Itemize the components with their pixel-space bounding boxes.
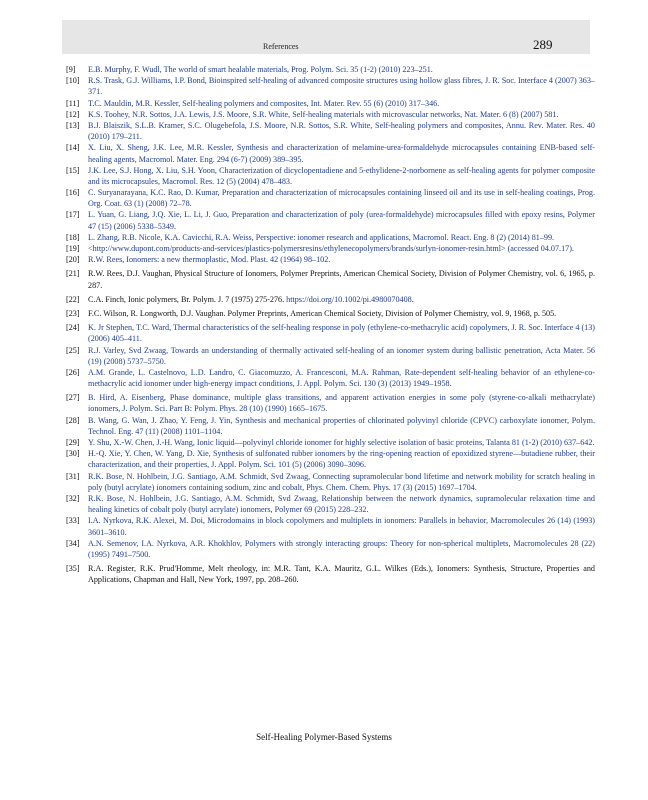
running-title: References [263, 42, 299, 51]
reference-text[interactable] [88, 367, 595, 389]
reference-item [66, 243, 595, 254]
reference-text[interactable] [88, 165, 595, 187]
reference-citation: B. Wang, G. Wan, J. Zhao, Y. Feng, J. Yin, Synthesis and mechanical properties of chlorinated polyvinyl chloride (CPVC) carboxylate ionomer, Polym. Technol. Eng. 47 (11) (2008) 1101–1104. [88, 415, 595, 436]
reference-text[interactable] [88, 437, 595, 448]
reference-text[interactable] [88, 209, 595, 231]
reference-citation: F.C. Wilson, R. Longworth, D.J. Vaughan. Polymer Preprints, American Chemical Society, Division of Polymer Chemistry, vol. 9, 1968, p. 505. [88, 308, 557, 318]
reference-text[interactable] [88, 232, 595, 243]
reference-item [66, 64, 595, 75]
reference-number: [35] [66, 564, 80, 574]
reference-item [66, 308, 595, 319]
reference-text[interactable] [88, 187, 595, 209]
reference-citation: C.A. Finch, Ionic polymers, Br. Polym. J. 7 (1975) 275-276. [88, 294, 287, 304]
reference-text[interactable] [88, 109, 595, 120]
reference-number: [33] [66, 516, 80, 526]
reference-number: [32] [66, 493, 80, 503]
reference-citation: X. Liu, X. Sheng, J.K. Lee, M.R. Kessler, Synthesis and characterization of melamine-urea-formaldehyde microcapsules containing ENB-based self-healing agents, Macromol. Mater. Eng. 294 (6-7) (2009) 389–395. [88, 143, 595, 164]
reference-number: [19] [66, 244, 80, 253]
reference-number: [20] [66, 255, 80, 265]
reference-citation: B. Hird, A. Eisenberg, Phase dominance, multiple glass transitions, and apparent activation energies in some poly (styrene-co-alkali methacrylate) ionomers, J. Polym. Sci. Part B: Polym. Phys. 28 (10) (1990) 1665–1675. [88, 393, 595, 414]
reference-item [66, 109, 595, 120]
reference-item [66, 415, 595, 437]
reference-text [88, 268, 595, 290]
running-header-bar [62, 20, 590, 54]
reference-number: [22] [66, 294, 80, 304]
reference-item [66, 254, 595, 265]
reference-item [66, 232, 595, 243]
reference-item [66, 538, 595, 560]
reference-number: [31] [66, 471, 80, 481]
reference-number: [11] [66, 98, 80, 108]
reference-item [66, 493, 595, 515]
reference-item [66, 515, 595, 537]
reference-text[interactable] [88, 448, 595, 470]
reference-text[interactable] [88, 142, 595, 164]
reference-item [66, 392, 595, 414]
reference-item [66, 437, 595, 448]
reference-number: [21] [66, 269, 80, 279]
reference-text[interactable] [88, 75, 595, 97]
reference-item [66, 322, 595, 344]
page-number: 289 [533, 37, 553, 52]
reference-number: [30] [66, 449, 80, 459]
reference-item [66, 471, 595, 493]
reference-citation: R.A. Register, R.K. Prud'Homme, Melt rheology, in: M.R. Tant, K.A. Mauritz, G.L. Wilkes (Eds.), Ionomers: Synthesis, Structure, Properties and Applications, Chapman and Hall, New York, 1997, pp. 208–260. [88, 564, 595, 585]
reference-text[interactable] [88, 345, 595, 367]
reference-text[interactable] [88, 322, 595, 344]
reference-item [66, 142, 595, 164]
reference-text [88, 308, 595, 319]
reference-number: [12] [66, 109, 80, 119]
reference-item [66, 75, 595, 97]
reference-citation: R.W. Rees, D.J. Vaughan, Physical Structure of Ionomers, Polymer Preprints, American Chemical Society, Division of Polymer Chemistry, vol. 6, 1965, p. 287. [88, 269, 595, 290]
reference-number: [14] [66, 143, 80, 153]
reference-citation: L. Zhang, R.B. Nicole, K.A. Cavicchi, R.A. Weiss, Perspective: ionomer research and applications, Macromol. React. Eng. 8 (2) (2014) 81–99. [88, 232, 555, 242]
reference-item [66, 294, 595, 305]
reference-number: [27] [66, 393, 80, 403]
reference-number: [25] [66, 345, 80, 355]
reference-text[interactable] [88, 392, 595, 414]
reference-citation: A.N. Semenov, I.A. Nyrkova, A.R. Khokhlov, Polymers with strongly interacting groups: Theory for non-spherical multiplets, Macromolecules 28 (22) (1995) 7491–7500. [88, 538, 595, 559]
reference-text[interactable] [88, 254, 595, 265]
reference-item [66, 165, 595, 187]
reference-number: [18] [66, 232, 80, 242]
reference-item [66, 98, 595, 109]
reference-number: [10] [66, 76, 80, 86]
reference-citation: E.B. Murphy, F. Wudl, The world of smart healable materials, Prog. Polym. Sci. 35 (1-2) (2010) 223–251. [88, 65, 433, 74]
reference-item [66, 448, 595, 470]
reference-text[interactable] [88, 120, 595, 142]
reference-number: [26] [66, 367, 80, 377]
reference-number: [34] [66, 538, 80, 548]
reference-number: [15] [66, 165, 80, 175]
reference-citation: J.K. Lee, S.J. Hong, X. Liu, S.H. Yoon, Characterization of dicyclopentadiene and 5-ethylidene-2-norbornene as self-healing agents for polymer composite and its microcapsules, Macromol. Res. 12 (5) (2004) 478–483. [88, 165, 595, 186]
reference-citation: C. Suryanarayana, K.C. Rao, D. Kumar, Preparation and characterization of microcapsules containing linseed oil and its use in self-healing coatings, Prog. Org. Coat. 63 (1) (2008) 72–78. [88, 188, 595, 209]
reference-citation: R.W. Rees, Ionomers: a new thermoplastic, Mod. Plast. 42 (1964) 98–102. [88, 255, 331, 265]
reference-text[interactable] [88, 538, 595, 560]
reference-trailing-period: . [411, 294, 414, 304]
reference-number: [9] [66, 65, 76, 74]
reference-citation: T.C. Mauldin, M.R. Kessler, Self-healing polymers and composites, Int. Mater. Rev. 55 (6) (2010) 317–346. [88, 98, 440, 108]
reference-citation: R.K. Bose, N. Hohlbein, J.G. Santiago, A.M. Schmidt, Svd Zwaag, Relationship between the network dynamics, supramolecular relaxation time and healing kinetics of cobalt poly (butyl acrylate) ionomers, Polymer 69 (2015) 228–232. [88, 493, 595, 515]
reference-item [66, 367, 595, 389]
reference-citation: L. Yuan, G. Liang, J.Q. Xie, L. Li, J. Guo, Preparation and characterization of poly (urea-formaldehyde) microcapsules filled with epoxy resins, Polymer 47 (15) (2006) 5338–5349. [88, 210, 595, 231]
reference-item [66, 268, 595, 290]
reference-item [66, 345, 595, 367]
reference-list [66, 64, 595, 585]
reference-number: [24] [66, 323, 80, 333]
reference-citation: A.M. Grande, L. Castelnovo, L.D. Landro, C. Giacomuzzo, A. Francesconi, M.A. Rahman, Rate-dependent self-healing behavior of an ethylene-co-methacrylic acid ionomer under high-energy impact conditions, J. Appl. Polym. Sci. 130 (3) (2013) 1949–1958. [88, 367, 595, 389]
reference-text [88, 563, 595, 585]
reference-text[interactable] [88, 98, 595, 109]
reference-text [88, 294, 595, 305]
reference-number: [28] [66, 415, 80, 425]
reference-text[interactable] [88, 64, 595, 75]
reference-text[interactable] [88, 415, 595, 437]
reference-citation: R.S. Trask, G.J. Williams, I.P. Bond, Bioinspired self-healing of advanced composite structures using hollow glass fibres, J. R. Soc. Interface 4 (2007) 363–371. [88, 76, 595, 97]
book-title-footer: Self-Healing Polymer-Based Systems [256, 732, 392, 742]
reference-number: [16] [66, 188, 80, 198]
reference-number: [13] [66, 120, 80, 130]
reference-text[interactable] [88, 243, 595, 254]
reference-citation: I.A. Nyrkova, R.K. Alexei, M. Doi, Microdomains in block copolymers and multiplets in ionomers: Parallels in behavior, Macromolecules 26 (14) (1993) 3601–3610. [88, 516, 595, 537]
reference-text[interactable] [88, 515, 595, 537]
reference-number: [17] [66, 210, 80, 220]
reference-citation: K.S. Toohey, N.R. Sottos, J.A. Lewis, J.S. Moore, S.R. White, Self-healing materials with microvascular networks, Nat. Mater. 6 (8) (2007) 581. [88, 109, 559, 119]
reference-citation: R.J. Varley, Svd Zwaag, Towards an understanding of thermally activated self-healing of an ionomer system during ballistic penetration, Acta Mater. 56 (19) (2008) 5737–5750. [88, 345, 595, 366]
reference-citation: K. Jr Stephen, T.C. Ward, Thermal characteristics of the self-healing response in poly (ethylene-co-methacrylic acid) copolymers, J. R. Soc. Interface 4 (13) (2006) 405–411. [88, 323, 595, 344]
reference-number: [29] [66, 438, 80, 447]
reference-item [66, 120, 595, 142]
doi-link[interactable]: https://doi.org/10.1002/pi.4980070408 [286, 294, 412, 304]
reference-citation: R.K. Bose, N. Hohlbein, J.G. Santiago, A.M. Schmidt, Svd Zwaag, Connecting supramolecular bond lifetime and network mobility for scratch healing in poly (butyl acrylate) ionomers containing sodium, zinc and cobalt, Phys. Chem. Chem. Phys. 17 (3) (2015) 1697–1704. [88, 471, 595, 492]
reference-item [66, 563, 595, 585]
reference-item [66, 209, 595, 231]
reference-text[interactable] [88, 471, 595, 493]
reference-citation: B.J. Blaiszik, S.L.B. Kramer, S.C. Olugebefola, J.S. Moore, N.R. Sottos, S.R. White, Self-healing polymers and composites, Annu. Rev. Mater. Res. 40 (2010) 179–211. [88, 120, 595, 142]
reference-text[interactable] [88, 493, 595, 515]
reference-citation: H.-Q. Xie, Y. Chen, W. Yang, D. Xie, Synthesis of sulfonated rubber ionomers by the ring-opening reaction of epoxidized styrene—butadiene rubber, their characterization, and their properties, J. Appl. Polym. Sci. 101 (5) (2006) 3090–3096. [88, 449, 595, 470]
reference-item [66, 187, 595, 209]
reference-number: [23] [66, 308, 80, 318]
reference-citation: Y. Shu, X.-W. Chen, J.-H. Wang, Ionic liquid—polyvinyl chloride ionomer for highly selective isolation of basic proteins, Talanta 81 (1-2) (2010) 637–642. [88, 438, 595, 447]
reference-citation: <http://www.dupont.com/products-and-services/plastics-polymersresins/ethylenecopolymers/brands/surlyn-ionomer-resin.html> (accessed 04.07.17). [88, 244, 574, 253]
